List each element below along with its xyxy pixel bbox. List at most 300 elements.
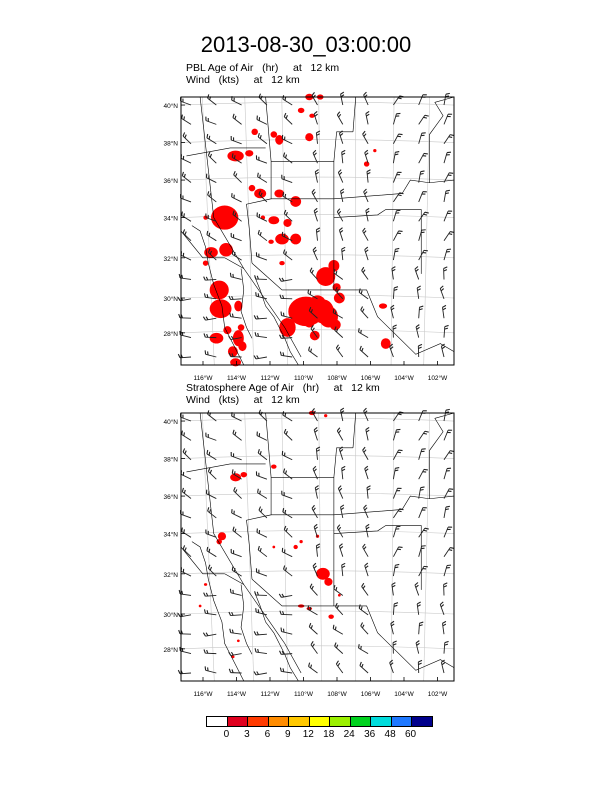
- wind-barb: [182, 431, 191, 441]
- wind-barb: [393, 96, 403, 105]
- wind-barb: [282, 491, 292, 499]
- colorbar-swatch: [310, 717, 331, 726]
- wind-barb: [208, 507, 217, 518]
- wind-barb: [359, 328, 369, 337]
- wind-barb: [444, 565, 451, 576]
- parallel-line: [181, 493, 454, 496]
- colorbar-tick-label: 6: [264, 729, 271, 740]
- age-of-air-blob: [268, 216, 279, 224]
- wind-barb: [181, 251, 191, 260]
- wind-barb: [207, 450, 216, 460]
- wind-barb: [367, 486, 371, 499]
- wind-barb: [208, 249, 216, 260]
- colorbar-swatch: [207, 717, 228, 726]
- lon-tick-label: 106°W: [360, 691, 381, 698]
- wind-barb: [208, 410, 217, 421]
- wind-barb: [230, 589, 241, 596]
- state-border: [334, 526, 421, 590]
- wind-barb: [256, 568, 266, 576]
- wind-barb: [203, 633, 216, 636]
- wind-barb: [207, 547, 216, 557]
- meridian-line: [245, 97, 254, 365]
- lon-tick-label: 102°W: [427, 375, 448, 382]
- wind-barb: [393, 287, 398, 299]
- wind-barb: [416, 325, 419, 338]
- lat-tick-label: 40°N: [163, 103, 178, 111]
- state-border: [181, 231, 225, 258]
- wind-barb: [283, 95, 292, 105]
- lat-tick-label: 36°N: [163, 178, 178, 186]
- age-of-air-blob: [324, 578, 332, 586]
- wind-barb: [333, 309, 343, 318]
- age-of-air-blob: [316, 535, 319, 538]
- parallel-line: [181, 611, 454, 614]
- wind-barb: [206, 117, 216, 125]
- wind-barb: [257, 116, 267, 125]
- wind-barb: [182, 172, 191, 183]
- age-of-air-blob: [238, 324, 245, 330]
- wind-barb: [392, 583, 395, 596]
- wind-barb: [178, 613, 191, 616]
- wind-barb: [182, 488, 191, 499]
- wind-barb: [316, 131, 320, 144]
- wind-barb: [308, 289, 318, 298]
- wind-barb: [419, 192, 427, 202]
- wind-barb: [444, 527, 452, 537]
- wind-barb: [316, 447, 320, 460]
- age-of-air-blob: [330, 319, 341, 330]
- wind-barb: [254, 671, 267, 674]
- state-border: [200, 413, 301, 673]
- colorbar-swatch: [412, 717, 432, 726]
- state-border: [186, 464, 265, 472]
- wind-barb: [233, 527, 242, 538]
- colorbar-swatch: [248, 717, 269, 726]
- wind-barb: [335, 603, 342, 615]
- colorbar-tick-label: 9: [285, 729, 291, 740]
- wind-barb: [229, 612, 242, 616]
- wind-barb: [444, 468, 451, 479]
- wind-barb: [339, 228, 342, 241]
- wind-barb: [362, 267, 368, 279]
- wind-barb: [444, 114, 452, 124]
- wind-barb: [259, 191, 267, 202]
- wind-barb: [183, 545, 191, 556]
- wind-barb: [419, 212, 429, 221]
- age-of-air-blob: [275, 234, 289, 245]
- lat-tick-label: 32°N: [163, 255, 178, 263]
- wind-barb: [393, 603, 398, 615]
- wind-barb: [366, 208, 369, 221]
- wind-barb: [229, 669, 241, 673]
- colorbar-tick-label: 3: [244, 729, 250, 740]
- wind-barb: [364, 408, 368, 421]
- parallel-line: [181, 330, 454, 333]
- wind-barb: [312, 505, 318, 518]
- wind-barb: [181, 470, 191, 479]
- wind-barb: [338, 170, 342, 183]
- age-of-air-blob: [316, 267, 335, 286]
- wind-barb: [363, 131, 369, 144]
- wind-barb: [334, 269, 343, 279]
- wind-barb: [312, 408, 318, 421]
- meridian-line: [282, 97, 288, 365]
- wind-barb: [314, 524, 317, 537]
- state-border: [200, 97, 301, 357]
- age-of-air-blob: [309, 411, 316, 415]
- wind-barb: [444, 451, 454, 460]
- wind-barb: [393, 134, 402, 144]
- state-border: [181, 547, 225, 574]
- wind-barb: [362, 583, 368, 595]
- wind-barb: [360, 662, 368, 673]
- wind-barb: [419, 469, 428, 479]
- lat-tick-label: 30°N: [163, 296, 178, 303]
- wind-barb: [207, 134, 216, 144]
- wind-barb: [255, 275, 267, 279]
- wind-barb: [415, 582, 419, 595]
- wind-barb: [442, 305, 445, 318]
- age-of-air-blob: [204, 583, 207, 586]
- wind-barb: [309, 623, 317, 634]
- age-of-air-blob: [283, 219, 291, 227]
- wind-barb: [284, 153, 293, 164]
- wind-barb: [315, 486, 318, 499]
- wind-barb: [232, 153, 241, 163]
- wind-barb: [284, 429, 292, 440]
- age-of-air-blob: [234, 301, 242, 312]
- wind-barb: [234, 171, 242, 182]
- lat-tick-label: 30°N: [163, 612, 178, 619]
- wind-barb: [393, 488, 401, 498]
- wind-barb: [284, 210, 292, 221]
- wind-barb: [179, 314, 191, 318]
- wind-barb: [284, 113, 292, 124]
- age-of-air-blob: [288, 297, 323, 326]
- meridian-line: [202, 97, 214, 365]
- age-of-air-blob: [333, 283, 341, 291]
- meridian-line: [245, 413, 254, 681]
- wind-barb: [179, 274, 191, 279]
- age-of-air-blob: [223, 326, 231, 334]
- wind-barb: [232, 412, 242, 421]
- wind-barb: [258, 449, 267, 460]
- wind-barb: [309, 663, 318, 673]
- wind-barb: [259, 410, 267, 421]
- wind-barb: [257, 528, 267, 537]
- lon-tick-label: 114°W: [226, 691, 247, 698]
- colorbar-labels: [206, 729, 433, 743]
- state-border: [247, 161, 272, 263]
- wind-barb: [444, 93, 450, 105]
- wind-barb: [419, 622, 424, 634]
- wind-barb: [365, 466, 368, 479]
- age-of-air-blob: [233, 330, 244, 346]
- colorbar-swatch: [351, 717, 372, 726]
- wind-barb: [337, 525, 343, 538]
- age-of-air-blob: [312, 299, 334, 323]
- colorbar-tick-label: 24: [343, 729, 355, 740]
- age-of-air-blob: [292, 311, 303, 322]
- age-of-air-blob: [305, 94, 313, 100]
- wind-barb: [283, 192, 292, 202]
- wind-barb: [393, 210, 400, 221]
- wind-barb: [280, 611, 292, 615]
- state-border: [271, 180, 454, 199]
- wind-barb: [444, 249, 451, 260]
- map-frame: [181, 413, 454, 681]
- lat-tick-label: 28°N: [163, 646, 178, 654]
- parallel-line: [181, 418, 454, 421]
- wind-barb: [282, 135, 292, 144]
- wind-barb: [339, 544, 342, 557]
- wind-barb: [181, 510, 191, 518]
- wind-barb: [284, 565, 293, 576]
- wind-barb: [311, 641, 317, 653]
- wind-barb: [336, 661, 342, 673]
- wind-barb: [419, 528, 429, 537]
- colorbar-swatch: [392, 717, 413, 726]
- wind-barb: [229, 296, 242, 300]
- wind-barb: [181, 567, 191, 576]
- meridian-line: [424, 413, 430, 681]
- age-of-air-blob: [271, 464, 276, 468]
- wind-barb: [334, 585, 343, 595]
- wind-barb: [183, 448, 191, 459]
- wind-barb: [341, 189, 344, 202]
- lon-tick-label: 110°W: [293, 691, 314, 698]
- parallel-line: [181, 102, 454, 105]
- wind-barb: [280, 295, 292, 299]
- wind-barb: [205, 350, 216, 357]
- wind-barb: [233, 430, 242, 441]
- wind-barb: [256, 292, 267, 299]
- age-of-air-blob: [307, 607, 312, 610]
- wind-barb: [444, 135, 454, 144]
- age-of-air-blob: [334, 293, 345, 304]
- wind-barb: [281, 628, 292, 635]
- age-of-air-blob: [310, 331, 320, 341]
- wind-barb: [204, 277, 217, 281]
- meridian-line: [319, 97, 322, 365]
- meridian-line: [282, 413, 288, 681]
- wind-barb: [231, 452, 241, 460]
- coastline: [241, 269, 252, 339]
- age-of-air-blob: [338, 594, 341, 597]
- colorbar-tick-label: 12: [302, 729, 314, 740]
- wind-barb: [313, 563, 317, 576]
- wind-barb: [361, 622, 368, 634]
- wind-barb: [419, 508, 427, 518]
- wind-barb: [314, 208, 317, 221]
- lon-tick-label: 102°W: [427, 691, 448, 698]
- wind-barb: [314, 427, 317, 440]
- wind-barb: [315, 170, 318, 183]
- wind-barb: [444, 409, 450, 421]
- wind-barb: [393, 231, 402, 241]
- wind-barb: [281, 312, 292, 319]
- wind-barb: [208, 191, 217, 202]
- wind-barb: [393, 152, 399, 164]
- state-border: [271, 448, 353, 477]
- wind-barb: [418, 660, 422, 673]
- state-border: [247, 477, 272, 579]
- lon-tick-label: 106°W: [360, 375, 381, 382]
- age-of-air-blob: [227, 151, 243, 162]
- wind-barb: [282, 548, 292, 557]
- wind-barb: [444, 232, 454, 241]
- age-of-air-blob: [268, 240, 273, 244]
- lat-tick-label: 40°N: [163, 419, 178, 427]
- wind-barb: [233, 114, 242, 125]
- parallel-line: [181, 646, 454, 649]
- parallel-line: [181, 531, 454, 534]
- age-of-air-blob: [272, 546, 275, 549]
- lat-tick-label: 34°N: [163, 531, 178, 539]
- wind-barb: [419, 546, 426, 557]
- wind-barb: [364, 505, 368, 518]
- wind-barb: [232, 566, 241, 576]
- wind-barb: [283, 411, 292, 421]
- age-of-air-blob: [271, 131, 278, 137]
- colorbar-swatch: [371, 717, 392, 726]
- colorbar-tick-label: 36: [364, 729, 376, 740]
- coastline: [192, 226, 244, 365]
- wind-barb: [444, 190, 450, 202]
- wind-barb: [178, 354, 191, 358]
- wind-barb: [311, 325, 317, 337]
- wind-barb: [444, 325, 449, 337]
- wind-barb: [206, 530, 216, 538]
- age-of-air-blob: [237, 639, 240, 642]
- wind-barb: [367, 170, 371, 183]
- age-of-air-blob: [261, 215, 265, 219]
- wind-barb: [333, 625, 343, 634]
- wind-barb: [337, 209, 343, 222]
- wind-barb: [255, 332, 267, 337]
- wind-barb: [441, 344, 444, 357]
- meridian-line: [202, 413, 214, 681]
- wind-barb: [180, 331, 191, 338]
- wind-barb: [230, 313, 242, 318]
- panel1-field-label: PBL Age of Air (hr) at 12 km: [186, 62, 340, 74]
- lon-tick-label: 108°W: [327, 691, 347, 698]
- state-border: [225, 574, 244, 585]
- wind-barb: [393, 412, 403, 421]
- wind-barb: [282, 175, 292, 183]
- coastline: [192, 542, 244, 681]
- lat-tick-label: 34°N: [163, 215, 178, 223]
- wind-barb: [419, 449, 426, 460]
- colorbar-tick-label: 48: [384, 729, 396, 740]
- state-border: [271, 496, 454, 515]
- wind-barb: [393, 429, 400, 440]
- wind-barb: [341, 408, 344, 421]
- wind-barb: [254, 355, 267, 358]
- wind-barb: [393, 547, 402, 557]
- wind-barb: [419, 115, 429, 124]
- wind-barb: [179, 630, 191, 634]
- wind-barb: [234, 487, 242, 498]
- parallel-line: [181, 140, 454, 143]
- state-border: [429, 413, 454, 499]
- parallel-line: [181, 177, 454, 180]
- wind-barb: [444, 430, 452, 440]
- wind-barb: [208, 565, 216, 576]
- wind-barb: [312, 92, 318, 105]
- wind-barb: [259, 507, 267, 518]
- wind-barb: [393, 641, 397, 654]
- age-of-air-blob: [251, 129, 258, 135]
- age-of-air-blob: [210, 333, 224, 344]
- wind-barb: [309, 307, 317, 318]
- colorbar-swatch: [269, 717, 290, 726]
- age-of-air-blob: [210, 299, 232, 318]
- wind-barb: [341, 505, 344, 518]
- wind-barb: [232, 193, 242, 202]
- meridian-line: [391, 413, 394, 681]
- wind-barb: [205, 666, 216, 673]
- age-of-air-blob: [241, 472, 248, 477]
- wind-barb: [310, 268, 317, 280]
- colorbar-tick-label: 18: [323, 729, 335, 740]
- wind-barb: [204, 609, 216, 614]
- wind-barb: [391, 305, 394, 318]
- wind-barb: [342, 563, 346, 576]
- meridian-line: [319, 413, 322, 681]
- wind-barb: [419, 411, 427, 421]
- age-of-air-blob: [290, 196, 301, 207]
- wind-barb: [206, 214, 216, 222]
- wind-barb: [335, 643, 343, 654]
- wind-barb: [390, 344, 394, 357]
- wind-barb: [229, 353, 241, 357]
- wind-barb: [284, 526, 292, 537]
- meridian-line: [424, 97, 430, 365]
- coastline: [255, 277, 299, 365]
- wind-barb: [280, 335, 293, 339]
- wind-barb: [444, 641, 449, 653]
- wind-barb: [313, 466, 317, 479]
- panel2-wind-label: Wind (kts) at 12 km: [186, 394, 300, 406]
- wind-barb: [444, 489, 453, 499]
- meridian-line: [391, 97, 394, 365]
- wind-barb: [208, 468, 216, 479]
- wind-barb: [258, 133, 267, 144]
- wind-barb: [258, 230, 267, 241]
- age-of-air-blob: [230, 358, 241, 366]
- map-frame: [181, 97, 454, 365]
- colorbar-swatch: [228, 717, 249, 726]
- state-border: [186, 148, 265, 156]
- lat-tick-label: 32°N: [163, 571, 178, 579]
- wind-barb: [258, 173, 267, 183]
- wind-barb: [419, 230, 426, 241]
- colorbar-swatch: [330, 717, 351, 726]
- age-of-air-blob: [245, 150, 253, 156]
- wind-barb: [365, 247, 368, 260]
- age-of-air-blob: [254, 189, 266, 199]
- wind-barb: [257, 212, 267, 221]
- state-border: [252, 263, 454, 354]
- state-border: [353, 97, 356, 132]
- age-of-air-blob: [279, 318, 295, 337]
- state-border: [225, 258, 244, 269]
- colorbar-swatch: [289, 717, 310, 726]
- wind-barb: [365, 150, 368, 163]
- wind-barb: [342, 247, 346, 260]
- wind-barb: [365, 563, 368, 576]
